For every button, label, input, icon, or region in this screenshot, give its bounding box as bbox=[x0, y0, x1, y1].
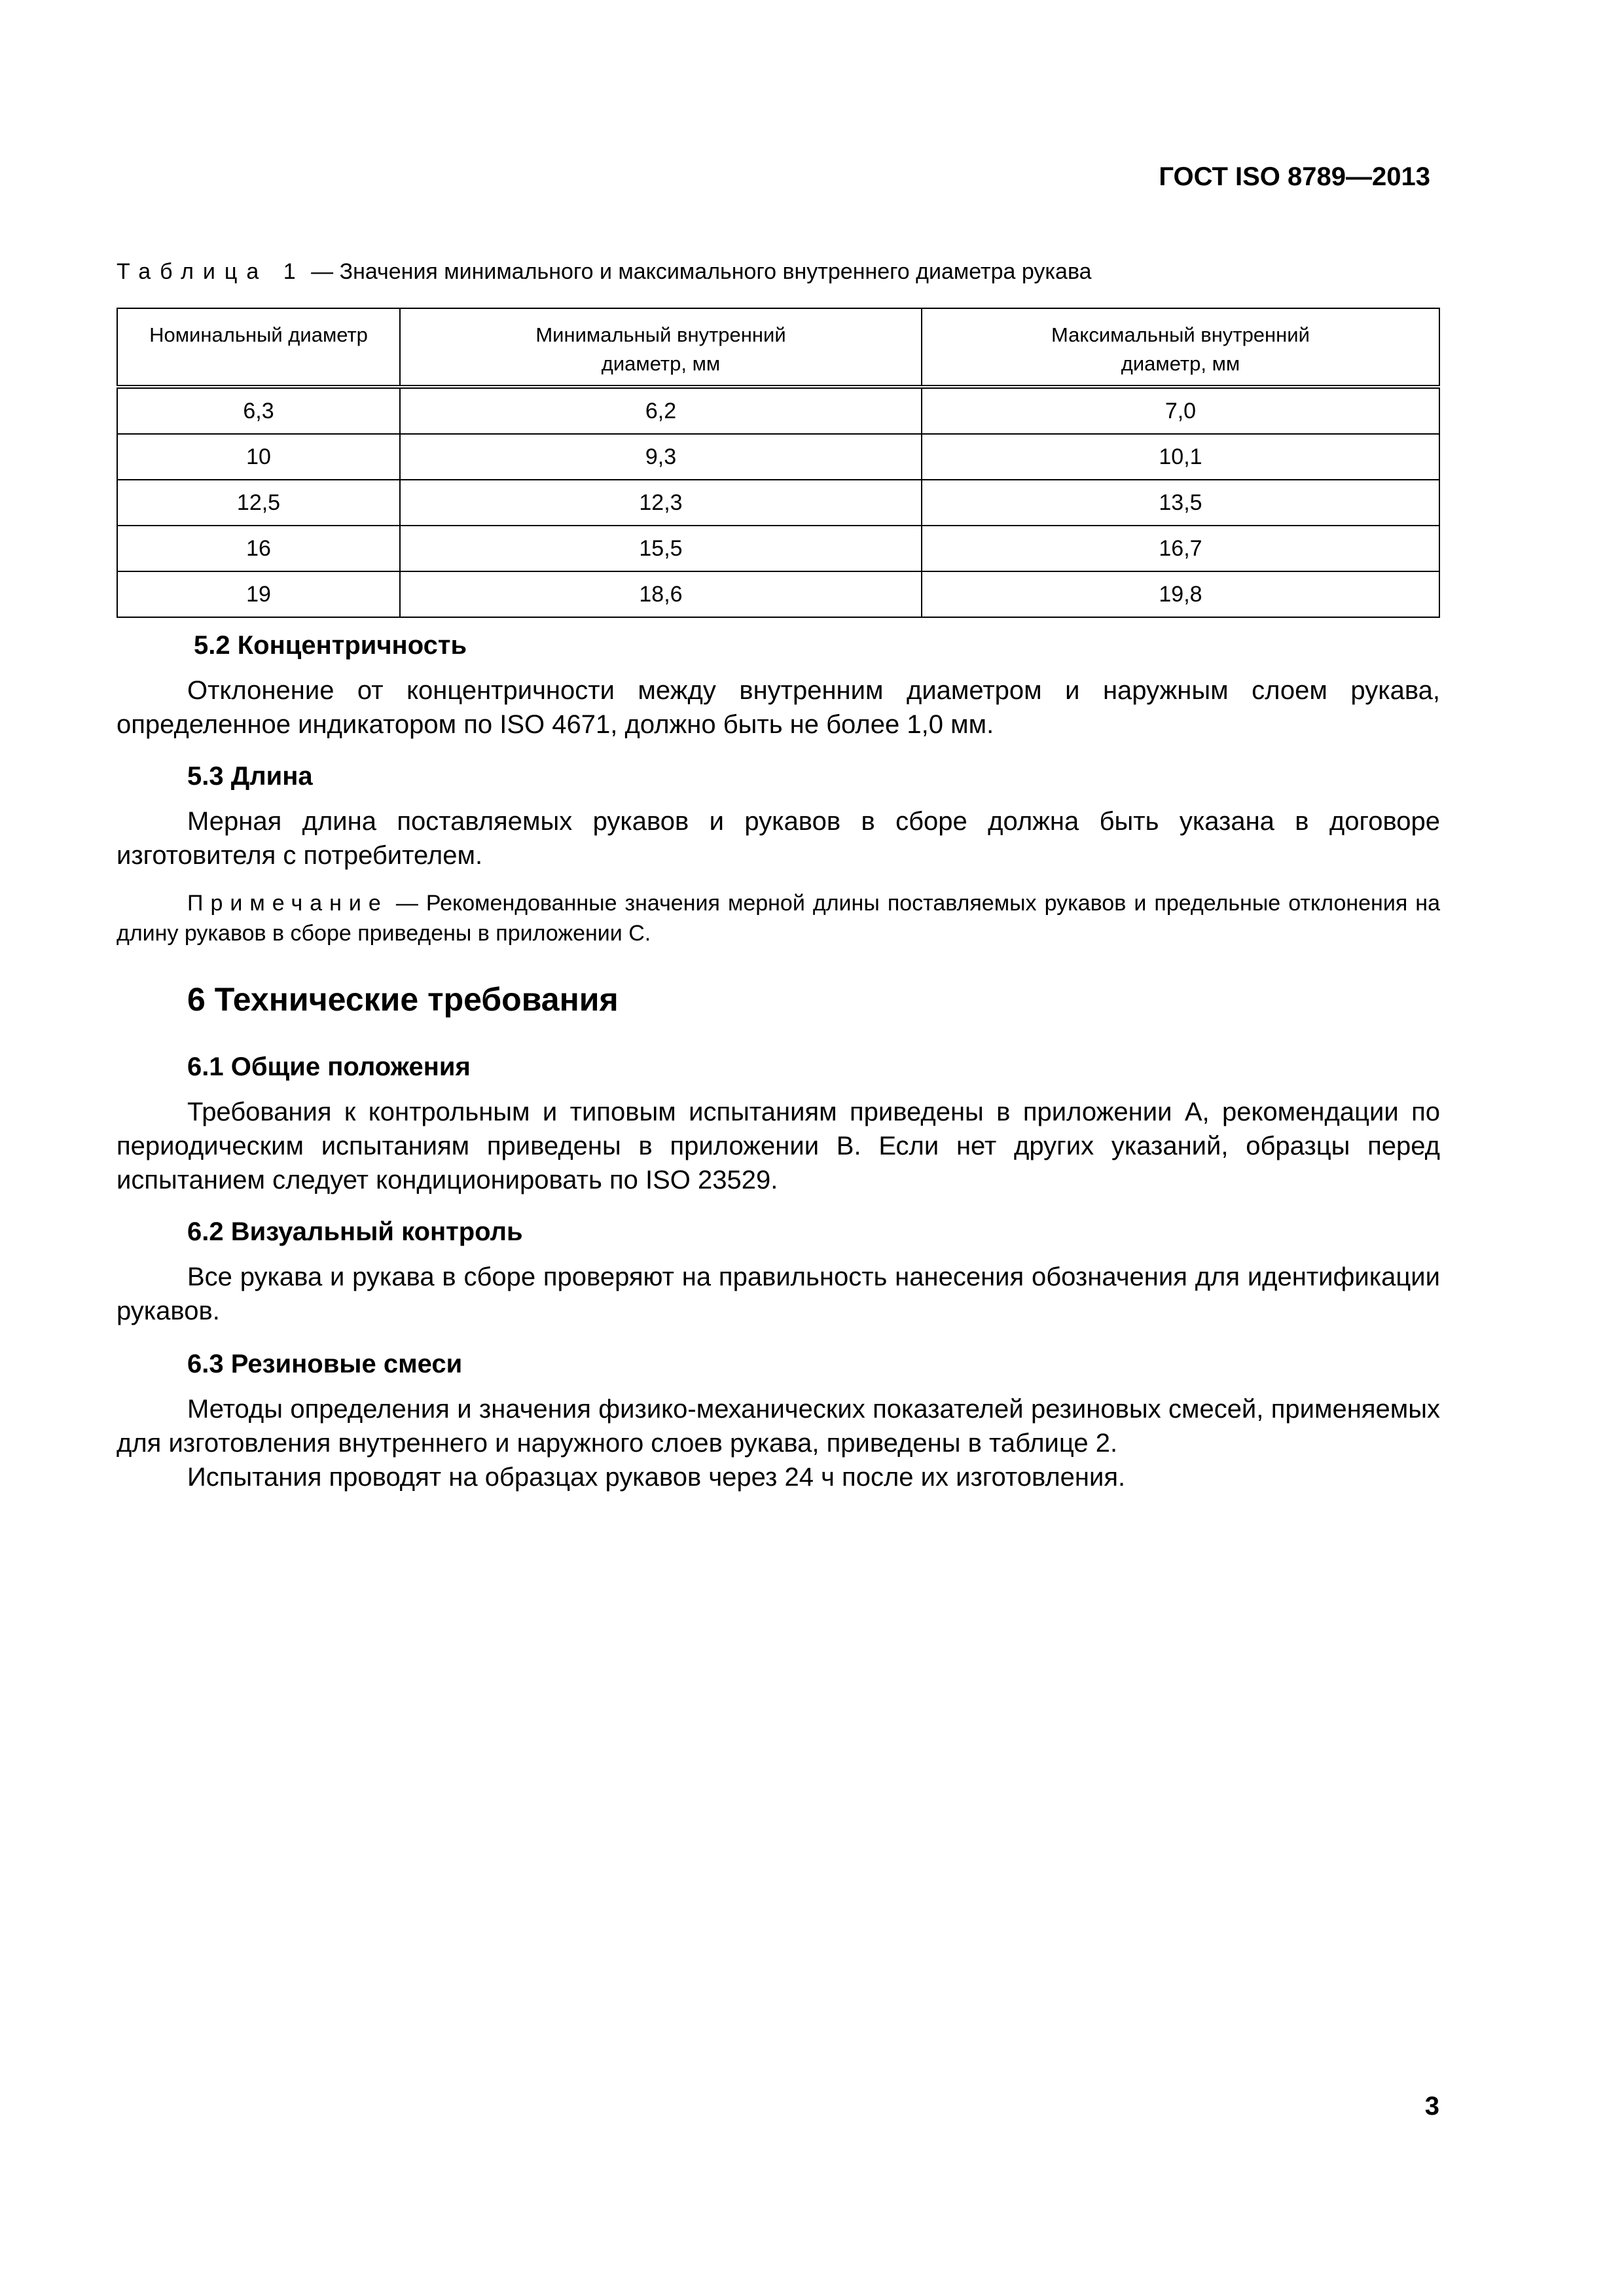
section-paragraph: Все рукава и рукава в сборе проверяют на правильность нанесения обозначения для идентификации рукавов. bbox=[117, 1263, 1440, 1325]
section-5-2 bbox=[117, 631, 1440, 742]
table-cell: 16 bbox=[117, 526, 400, 571]
table-cell: 10,1 bbox=[922, 434, 1439, 480]
section-6-2 bbox=[117, 1217, 1440, 1328]
section-6 bbox=[117, 980, 1440, 1018]
table-row bbox=[117, 526, 1439, 571]
table-caption-label: Таблица 1 bbox=[117, 259, 305, 284]
table-cell: 19 bbox=[117, 571, 400, 617]
section-paragraph: Мерная длина поставляемых рукавов и рукавов в сборе должна быть указана в договоре изготовителя с потребителем. bbox=[117, 807, 1440, 870]
column-header-text: Минимальный внутренний диаметр, мм bbox=[535, 323, 786, 375]
section-heading: 6.3 Резиновые смеси bbox=[187, 1350, 463, 1378]
chapter-heading: 6 Технические требования bbox=[187, 981, 619, 1018]
section-5-3 bbox=[117, 762, 1440, 948]
document-code: ГОСТ ISO 8789—2013 bbox=[1159, 162, 1430, 191]
section-paragraph: Испытания проводят на образцах рукавов через 24 ч после их изготовления. bbox=[187, 1463, 1126, 1492]
table-cell: 19,8 bbox=[922, 571, 1439, 617]
column-header: Номинальный диаметр bbox=[117, 308, 400, 387]
table-caption bbox=[117, 259, 1092, 285]
table-cell: 12,5 bbox=[117, 480, 400, 526]
section-paragraph: Отклонение от концентричности между внутренним диаметром и наружным слоем рукава, определенное индикатором по ISO 4671, должно быть не более 1,0 мм. bbox=[117, 676, 1440, 739]
table-cell: 10 bbox=[117, 434, 400, 480]
section-heading: 6.2 Визуальный контроль bbox=[187, 1217, 523, 1246]
table-row bbox=[117, 434, 1439, 480]
section-paragraph: Требования к контрольным и типовым испытаниям приведены в приложении А, рекомендации по периодическим испытаниям приведены в приложении В. Если нет других указаний, образцы перед испытанием следует кондиционировать по ISO 23529. bbox=[117, 1098, 1440, 1194]
table-cell: 18,6 bbox=[400, 571, 922, 617]
section-heading: 5.3 Длина bbox=[187, 762, 313, 791]
table-cell: 16,7 bbox=[922, 526, 1439, 571]
table-cell: 15,5 bbox=[400, 526, 922, 571]
section-6-3 bbox=[117, 1350, 1440, 1494]
table-header-row bbox=[117, 308, 1439, 387]
column-header bbox=[400, 308, 922, 387]
table-row bbox=[117, 480, 1439, 526]
table-cell: 12,3 bbox=[400, 480, 922, 526]
column-header-text: Максимальный внутренний диаметр, мм bbox=[1051, 323, 1310, 375]
diameter-table bbox=[117, 308, 1440, 618]
note-label: Примечание bbox=[187, 891, 388, 916]
section-heading: 5.2 Концентричность bbox=[194, 631, 467, 660]
table-cell: 6,2 bbox=[400, 387, 922, 434]
table-caption-text: — Значения минимального и максимального внутреннего диаметра рукава bbox=[304, 259, 1092, 284]
table-cell: 13,5 bbox=[922, 480, 1439, 526]
section-heading: 6.1 Общие положения bbox=[187, 1052, 471, 1081]
table-cell: 7,0 bbox=[922, 387, 1439, 434]
table-cell: 9,3 bbox=[400, 434, 922, 480]
table-cell: 6,3 bbox=[117, 387, 400, 434]
section-paragraph: Методы определения и значения физико-механических показателей резиновых смесей, применяемых для изготовления внутреннего и наружного слоев рукава, приведены в таблице 2. bbox=[117, 1395, 1440, 1458]
note-text: — Рекомендованные значения мерной длины поставляемых рукавов и предельные отклонения на длину рукавов в сборе приведены в приложении С. bbox=[117, 891, 1440, 946]
table-row bbox=[117, 571, 1439, 617]
note bbox=[117, 888, 1440, 948]
table-row bbox=[117, 387, 1439, 434]
section-6-1 bbox=[117, 1052, 1440, 1197]
column-header bbox=[922, 308, 1439, 387]
page-number: 3 bbox=[1424, 2092, 1439, 2121]
